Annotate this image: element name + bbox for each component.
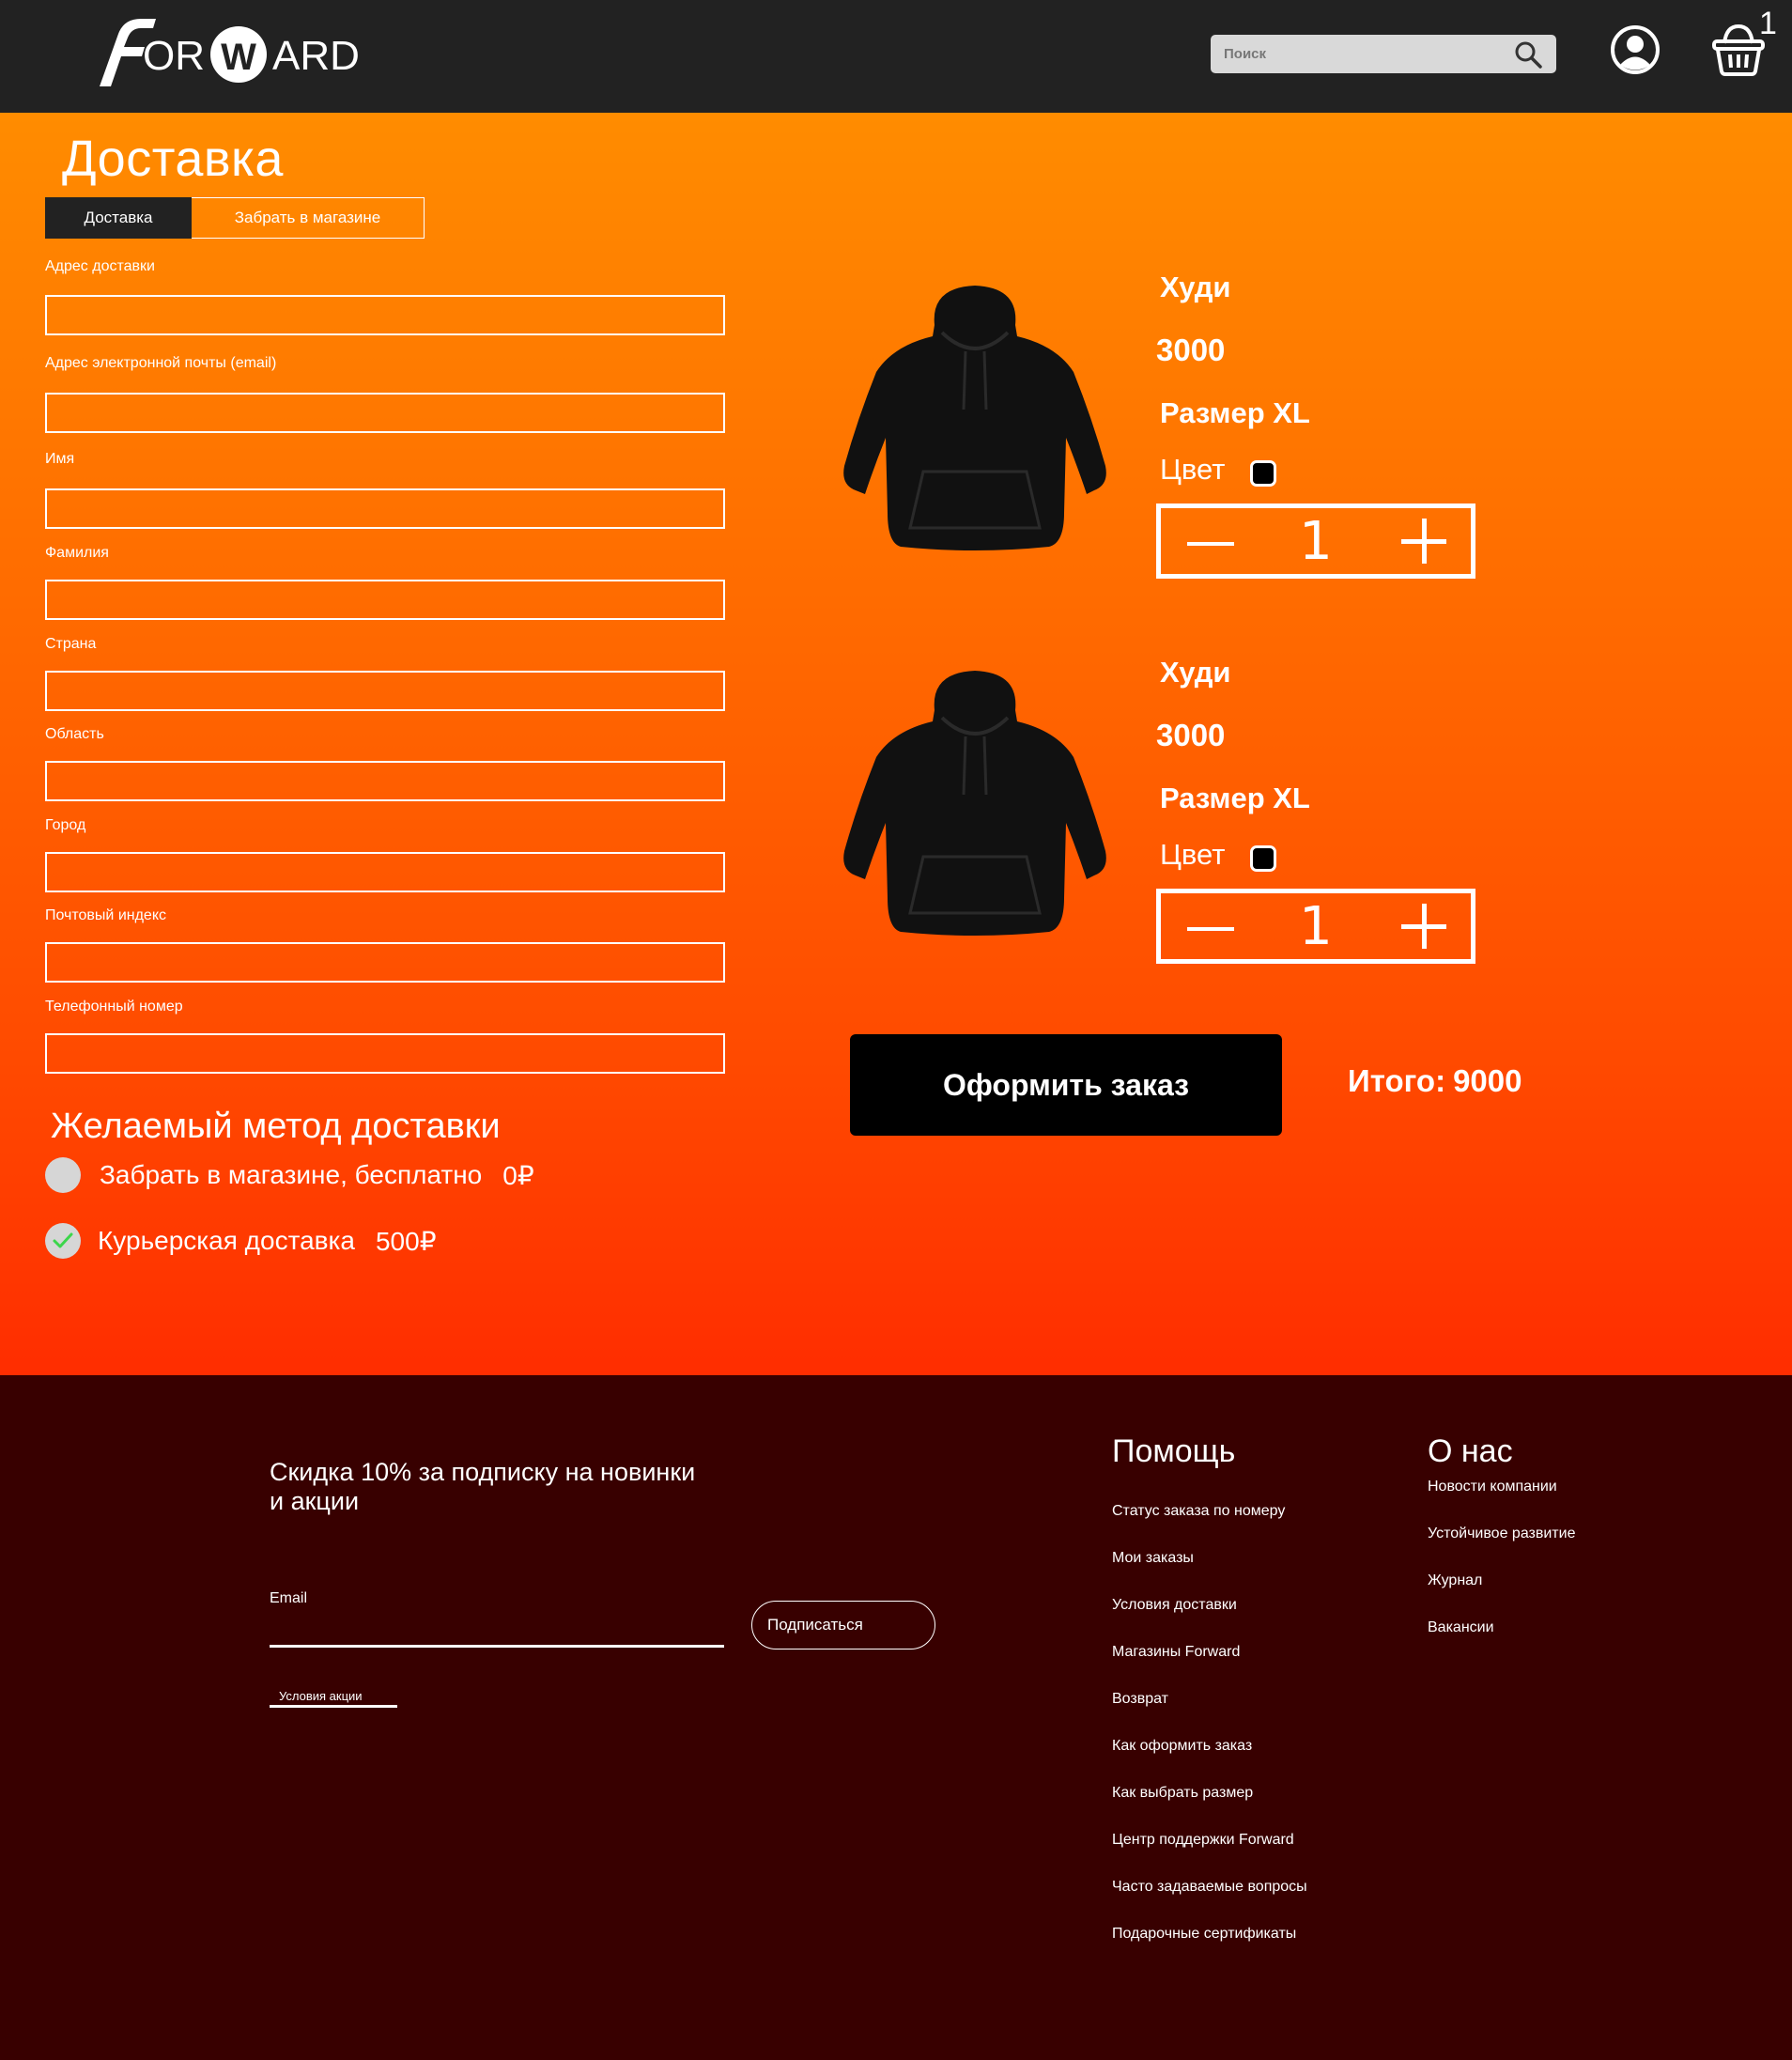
footer-link[interactable]: Журнал bbox=[1428, 1572, 1483, 1588]
minus-icon[interactable] bbox=[1180, 518, 1236, 565]
search-icon[interactable] bbox=[1513, 39, 1543, 70]
quantity-value: 1 bbox=[1299, 895, 1333, 957]
footer-link[interactable]: Условия доставки bbox=[1112, 1597, 1237, 1613]
user-icon[interactable] bbox=[1610, 24, 1661, 75]
subscribe-promo-text: Скидка 10% за подписку на новинки и акции bbox=[270, 1458, 696, 1515]
first-name-label: Имя bbox=[45, 451, 75, 467]
product-color-label: Цвет bbox=[1160, 453, 1226, 486]
basket-icon[interactable] bbox=[1711, 21, 1766, 77]
about-column-title: О нас bbox=[1428, 1433, 1513, 1469]
city-field[interactable] bbox=[45, 852, 725, 892]
site-footer bbox=[0, 1375, 1792, 2060]
forward-logo[interactable] bbox=[90, 13, 381, 94]
cart-count-badge: 1 bbox=[1759, 6, 1777, 41]
postal-code-field[interactable] bbox=[45, 942, 725, 983]
footer-link[interactable]: Новости компании bbox=[1428, 1479, 1557, 1495]
search-input[interactable] bbox=[1224, 35, 1506, 73]
footer-link[interactable]: Мои заказы bbox=[1112, 1550, 1194, 1566]
delivery-option-price: 500₽ bbox=[375, 1226, 437, 1256]
delivery-tabs bbox=[45, 197, 425, 239]
svg-text:ARD: ARD bbox=[272, 33, 360, 79]
delivery-option-label: Курьерская доставка bbox=[98, 1226, 355, 1255]
footer-link[interactable]: Центр поддержки Forward bbox=[1112, 1832, 1294, 1848]
checkmark-icon bbox=[52, 1231, 74, 1251]
plus-icon[interactable] bbox=[1396, 901, 1452, 952]
country-field[interactable] bbox=[45, 671, 725, 711]
region-label: Область bbox=[45, 726, 104, 742]
product-name: Худи bbox=[1160, 271, 1231, 303]
tab-delivery[interactable]: Доставка bbox=[45, 197, 192, 239]
first-name-field[interactable] bbox=[45, 488, 725, 529]
region-field[interactable] bbox=[45, 761, 725, 801]
product-size: Размер XL bbox=[1160, 396, 1310, 429]
cart-item bbox=[841, 656, 1592, 1001]
delivery-option-pickup[interactable] bbox=[45, 1157, 534, 1193]
tab-pickup[interactable]: Забрать в магазине bbox=[192, 197, 425, 239]
quantity-stepper bbox=[1156, 503, 1475, 579]
forward-logo-mark bbox=[90, 13, 381, 94]
delivery-option-label: Забрать в магазине, бесплатно bbox=[100, 1160, 483, 1189]
address-label: Адрес доставки bbox=[45, 258, 155, 274]
footer-link[interactable]: Статус заказа по номеру bbox=[1112, 1503, 1286, 1519]
last-name-label: Фамилия bbox=[45, 545, 109, 561]
product-name: Худи bbox=[1160, 656, 1231, 689]
delivery-option-price: 0₽ bbox=[502, 1160, 534, 1190]
hoodie-photo bbox=[841, 278, 1109, 560]
radio-unchecked-icon[interactable] bbox=[45, 1157, 81, 1193]
color-swatch[interactable] bbox=[1250, 460, 1276, 487]
help-links bbox=[1112, 1503, 1307, 1973]
help-column-title: Помощь bbox=[1112, 1433, 1236, 1469]
plus-icon[interactable] bbox=[1396, 516, 1452, 566]
minus-icon[interactable] bbox=[1180, 903, 1236, 950]
footer-link[interactable]: Вакансии bbox=[1428, 1619, 1494, 1635]
footer-link[interactable]: Устойчивое развитие bbox=[1428, 1526, 1576, 1541]
subscribe-email-label: Email bbox=[270, 1590, 308, 1606]
subscribe-button[interactable]: Подписаться bbox=[751, 1601, 935, 1650]
subscribe-email-input[interactable] bbox=[270, 1610, 724, 1648]
svg-text:OR: OR bbox=[143, 33, 205, 79]
footer-link[interactable]: Возврат bbox=[1112, 1691, 1168, 1707]
cart-item bbox=[841, 271, 1592, 616]
about-links bbox=[1428, 1479, 1575, 1666]
promo-terms-link[interactable]: Условия акции bbox=[270, 1689, 397, 1708]
quantity-stepper bbox=[1156, 889, 1475, 964]
checkout-section bbox=[0, 113, 1792, 1375]
phone-field[interactable] bbox=[45, 1033, 725, 1074]
phone-label: Телефонный номер bbox=[45, 999, 183, 1015]
radio-checked-icon[interactable] bbox=[45, 1223, 81, 1259]
quantity-value: 1 bbox=[1299, 510, 1333, 572]
city-label: Город bbox=[45, 817, 86, 833]
product-price: 3000 bbox=[1156, 333, 1226, 367]
total-value: 9000 bbox=[1453, 1063, 1522, 1098]
footer-link[interactable]: Магазины Forward bbox=[1112, 1644, 1241, 1660]
footer-link[interactable]: Часто задаваемые вопросы bbox=[1112, 1879, 1307, 1895]
page-title: Доставка bbox=[62, 131, 284, 187]
color-swatch[interactable] bbox=[1250, 845, 1276, 872]
email-label: Адрес электронной почты (email) bbox=[45, 355, 277, 371]
hoodie-photo bbox=[841, 663, 1109, 945]
footer-link[interactable]: Как выбрать размер bbox=[1112, 1785, 1254, 1801]
product-price: 3000 bbox=[1156, 718, 1226, 752]
footer-link[interactable]: Подарочные сертификаты bbox=[1112, 1926, 1297, 1942]
product-color-label: Цвет bbox=[1160, 838, 1226, 871]
site-header bbox=[0, 0, 1792, 113]
search-bar bbox=[1211, 35, 1556, 73]
country-label: Страна bbox=[45, 636, 97, 652]
last-name-field[interactable] bbox=[45, 580, 725, 620]
footer-link[interactable]: Как оформить заказ bbox=[1112, 1738, 1253, 1754]
postal-code-label: Почтовый индекс bbox=[45, 907, 166, 923]
product-size: Размер XL bbox=[1160, 782, 1310, 814]
delivery-method-title: Желаемый метод доставки bbox=[51, 1107, 501, 1146]
email-field[interactable] bbox=[45, 393, 725, 433]
svg-text:W: W bbox=[221, 37, 256, 78]
delivery-option-courier[interactable] bbox=[45, 1223, 437, 1259]
total-label: Итого: bbox=[1348, 1063, 1446, 1098]
order-total bbox=[1348, 1063, 1522, 1099]
address-field[interactable] bbox=[45, 295, 725, 335]
place-order-button[interactable]: Оформить заказ bbox=[850, 1034, 1282, 1136]
